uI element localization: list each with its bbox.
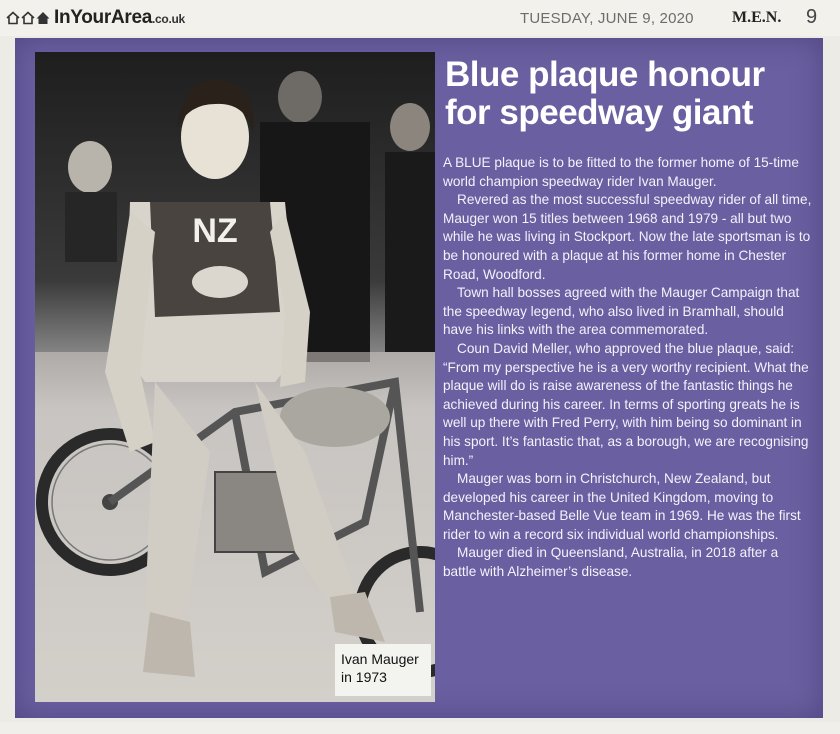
site-name-main: InYourArea xyxy=(54,7,153,28)
house-filled-icon xyxy=(36,11,50,25)
photo-caption xyxy=(335,644,431,696)
site-name xyxy=(54,7,185,29)
paragraph: Coun David Meller, who approved the blue plaque, said: “From my perspective he is a very worthy recipient. What the plaque will do is raise awareness of the fantastic things he achieved during his career. In terms of sporting greats he is well up there with Fred Perry, with him being so dominant in his sport. It’s fantastic that, as a borough, we are recognising him.” xyxy=(443,340,809,468)
article-body xyxy=(443,154,815,582)
paragraph: Mauger died in Queensland, Australia, in 2018 after a battle with Alzheimer’s disease. xyxy=(443,545,779,580)
jersey-text: NZ xyxy=(192,212,238,250)
house-outline-icon xyxy=(21,11,35,25)
next-article-strip xyxy=(0,722,840,734)
headline xyxy=(445,56,815,132)
photo-illustration xyxy=(35,52,435,702)
site-logo[interactable] xyxy=(6,6,185,30)
paragraph: Revered as the most successful speedway rider of all time, Mauger won 15 titles between 1968 and 1979 - all but two while he was living in Stockport. Now the late sportsman is to be honoured with a plaque at his former home in Chester Road, Woodford. xyxy=(443,192,812,282)
headline-line-2: for speedway giant xyxy=(445,93,754,132)
masthead xyxy=(0,0,840,36)
photo-caption-line-1: Ivan Mauger xyxy=(341,651,419,667)
photo-caption-line-2: in 1973 xyxy=(341,669,387,685)
site-domain: .co.uk xyxy=(152,12,185,26)
page-number: 9 xyxy=(806,6,818,28)
paper-name: M.E.N. xyxy=(732,9,782,26)
article-photo xyxy=(35,52,435,702)
dateline: TUESDAY, JUNE 9, 2020 xyxy=(520,10,694,27)
paragraph: Mauger was born in Christchurch, New Zealand, but developed his career in the United Kingdom, moving to Manchester-based Belle Vue team in 1969. He was the first rider to win a record six individual world championships. xyxy=(443,471,801,542)
headline-line-1: Blue plaque honour xyxy=(445,55,765,94)
paragraph: Town hall bosses agreed with the Mauger Campaign that the speedway legend, who also lived in Bramhall, should have his links with the area commemorated. xyxy=(443,285,800,338)
article-panel xyxy=(15,38,823,718)
paragraph: A BLUE plaque is to be fitted to the former home of 15-time world champion speedway rider Ivan Mauger. xyxy=(443,155,799,189)
house-outline-icon xyxy=(6,11,20,25)
